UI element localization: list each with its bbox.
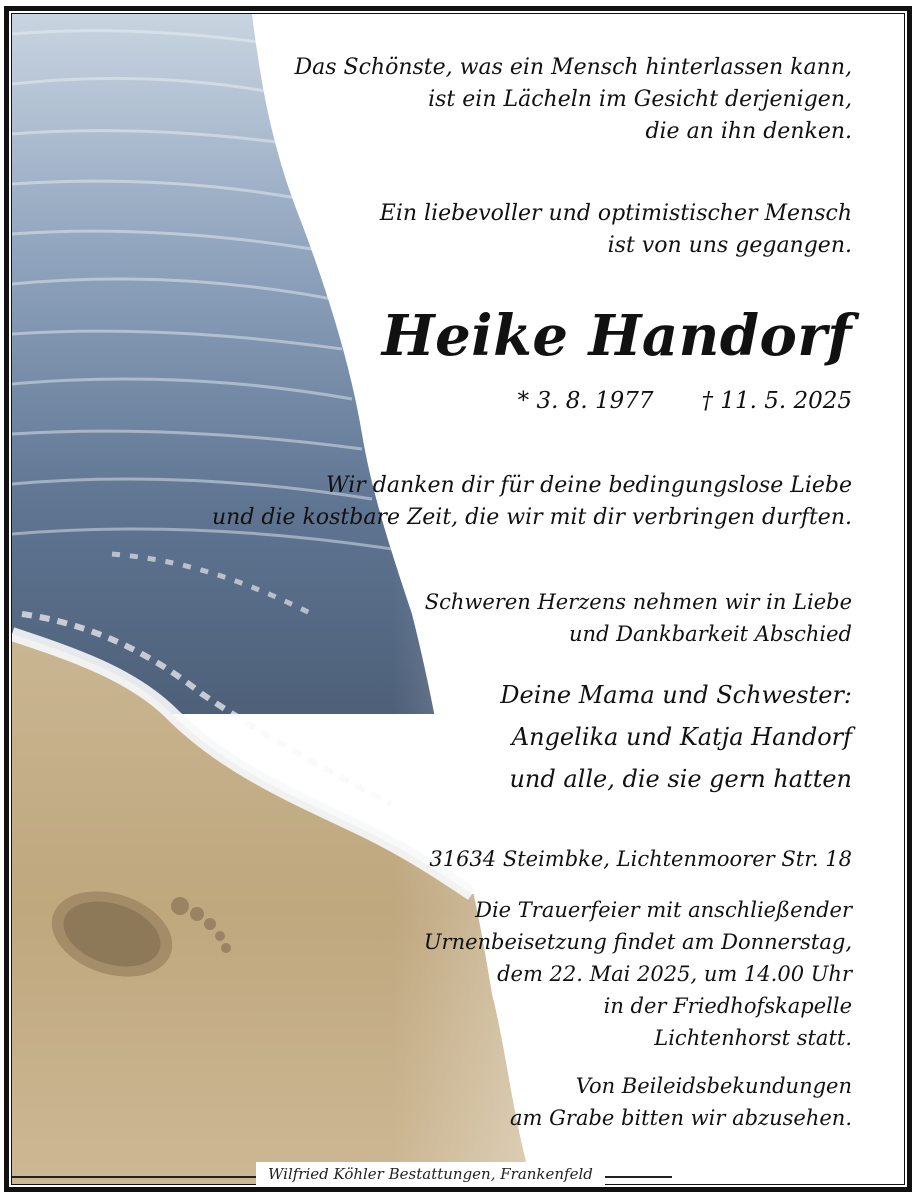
- mourners-line: Deine Mama und Schwester:: [500, 681, 852, 709]
- quote-line: ist ein Lächeln im Gesicht derjenigen,: [428, 87, 852, 112]
- condolence-request: [510, 1070, 852, 1134]
- funeral-home-credit: Wilfried Köhler Bestattungen, Frankenfeld: [256, 1162, 605, 1186]
- farewell-line: Schweren Herzens nehmen wir in Liebe: [424, 590, 852, 614]
- family-address: 31634 Steimbke, Lichtenmoorer Str. 18: [429, 847, 852, 871]
- funeral-line: Urnenbeisetzung findet am Donnerstag,: [423, 930, 852, 954]
- funeral-line: dem 22. Mai 2025, um 14.00 Uhr: [497, 962, 852, 986]
- condolence-line: Von Beileidsbekundungen: [575, 1074, 852, 1098]
- mourners-line: Angelika und Katja Handorf: [511, 723, 852, 751]
- condolence-line: am Grabe bitten wir abzusehen.: [510, 1106, 852, 1130]
- intro-line: Ein liebevoller und optimistischer Mensch: [379, 201, 852, 226]
- intro-text: [380, 198, 852, 262]
- life-dates: [518, 386, 852, 416]
- thanks-line: Wir danken dir für deine bedingungslose Liebe: [326, 473, 852, 498]
- quote-line: Das Schönste, was ein Mensch hinterlassen kann,: [294, 55, 852, 80]
- thanks-text: [212, 470, 852, 534]
- funeral-line: in der Friedhofskapelle: [603, 994, 852, 1018]
- mourners-line: und alle, die sie gern hatten: [509, 765, 852, 793]
- farewell-text: [425, 586, 852, 650]
- funeral-details: [424, 894, 852, 1054]
- farewell-line: und Dankbarkeit Abschied: [568, 622, 852, 646]
- death-date: † 11. 5. 2025: [701, 388, 852, 414]
- quote-line: die an ihn denken.: [645, 119, 852, 144]
- thanks-line: und die kostbare Zeit, die wir mit dir verbringen durften.: [212, 505, 852, 530]
- intro-line: ist von uns gegangen.: [607, 233, 852, 258]
- birth-date: * 3. 8. 1977: [517, 388, 654, 414]
- opening-quote: [294, 52, 852, 148]
- funeral-line: Lichtenhorst statt.: [654, 1026, 852, 1050]
- funeral-line: Die Trauerfeier mit anschließender: [475, 898, 852, 922]
- deceased-name: Heike Handorf: [381, 303, 852, 369]
- mourners-text: [500, 674, 852, 800]
